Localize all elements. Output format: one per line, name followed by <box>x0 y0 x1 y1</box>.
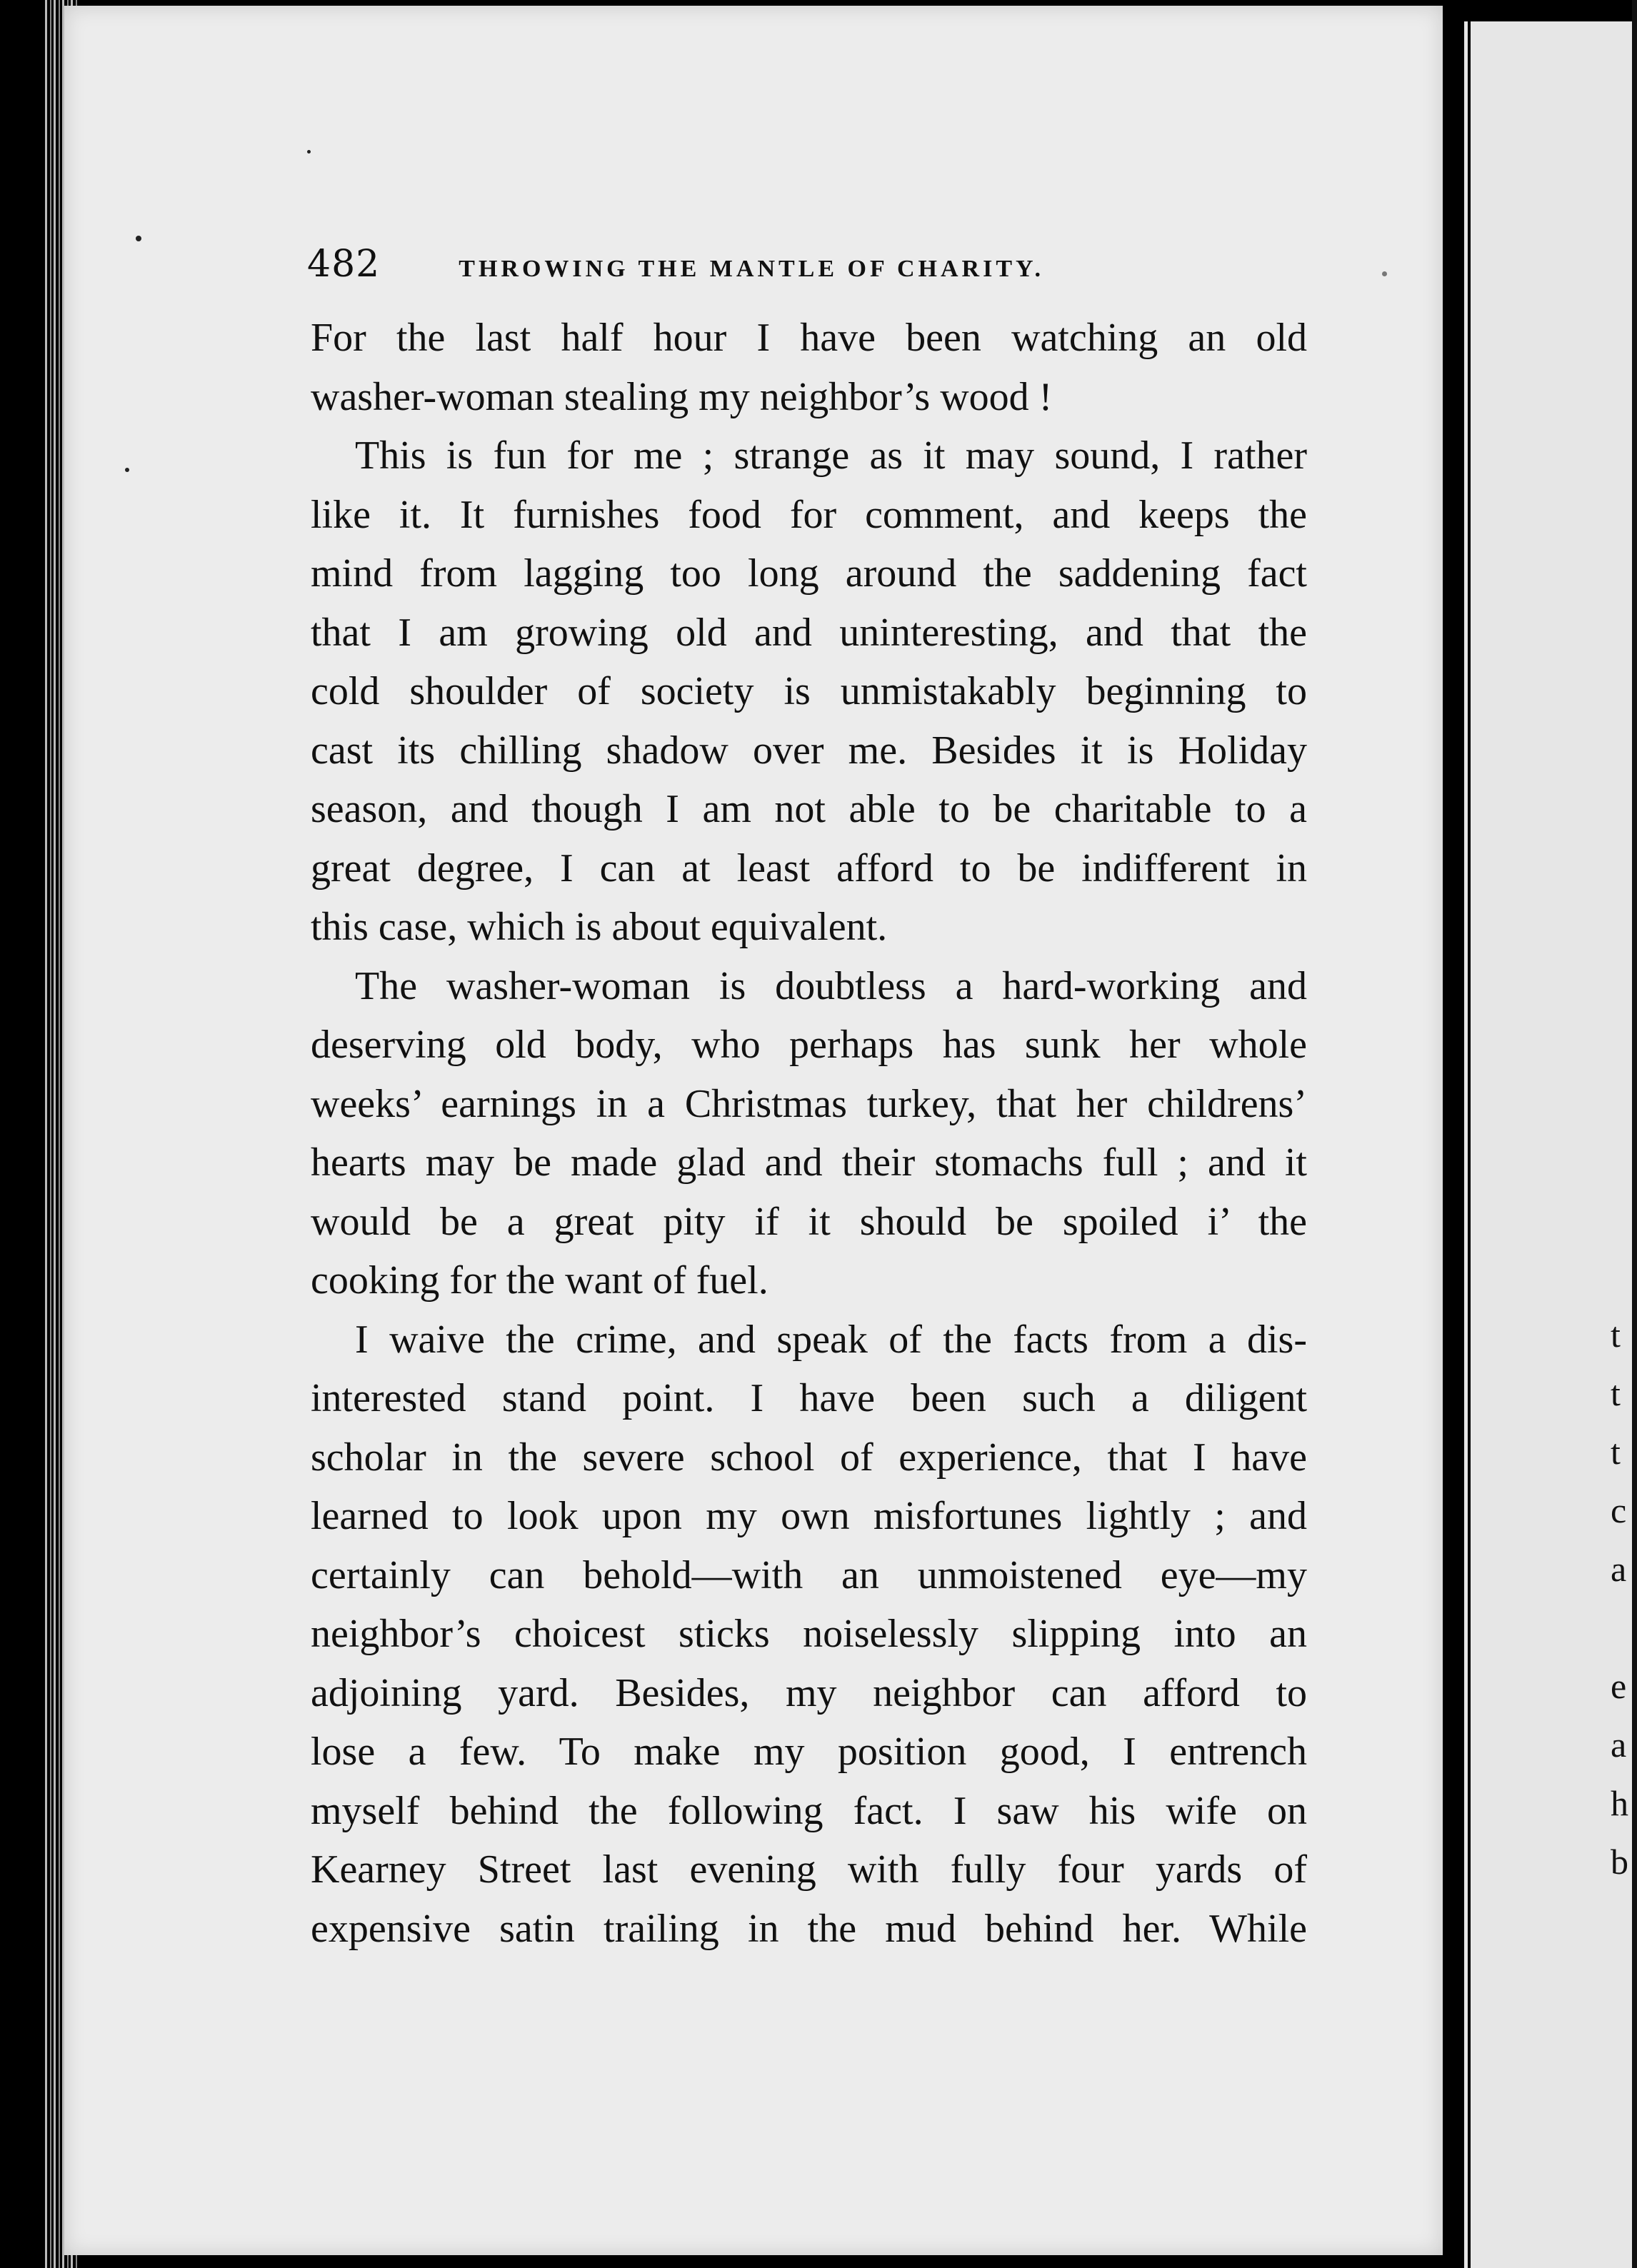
text-line: cast its chilling shadow over me. Besides it is Holiday <box>311 728 1307 773</box>
text-line: great degree, I can at least afford to be indifferent in <box>311 846 1307 890</box>
text-line: learned to look upon my own misfortunes lightly ; and <box>311 1494 1307 1538</box>
text-line: interested stand point. I have been such a diligent <box>311 1376 1307 1420</box>
text-line: expensive satin trailing in the mud behind her. While <box>311 1906 1307 1951</box>
book-gutter <box>1443 0 1464 2268</box>
right-scan-border <box>1632 0 1637 2268</box>
text-line: weeks’ earnings in a Christmas turkey, that her childrens’ <box>311 1081 1307 1126</box>
text-line: neighbor’s choicest sticks noiselessly slipping into an <box>311 1612 1307 1656</box>
right-page-letter: h <box>1611 1783 1628 1823</box>
right-page-letter: t <box>1611 1315 1621 1355</box>
right-page-letter: a <box>1611 1549 1627 1589</box>
text-line: that I am growing old and uninteresting, and that the <box>311 610 1307 655</box>
text-line: cooking for the want of fuel. <box>311 1258 769 1303</box>
text-line: would be a great pity if it should be spoiled i’ the <box>311 1199 1307 1244</box>
text-line: washer-woman stealing my neighbor’s wood ! <box>311 374 1053 419</box>
running-title: THROWING THE MANTLE OF CHARITY. <box>459 256 1044 282</box>
scan-speck <box>125 468 129 472</box>
text-line: certainly can behold—with an unmoistened eye—my <box>311 1552 1307 1597</box>
text-line: For the last half hour I have been watching an old <box>311 316 1307 360</box>
text-line: Kearney Street last evening with fully four yards of <box>311 1847 1307 1892</box>
right-page <box>1464 21 1637 2268</box>
paragraph <box>311 1310 1307 1959</box>
scan-speck <box>307 150 311 154</box>
running-header <box>307 243 1321 293</box>
paragraph <box>311 308 1307 426</box>
scan-speck <box>1382 271 1387 276</box>
text-line: like it. It furnishes food for comment, and keeps the <box>311 492 1307 537</box>
paragraph <box>311 957 1307 1310</box>
text-line: The washer-woman is doubtless a hard-working and <box>355 963 1307 1008</box>
text-line: season, and though I am not able to be charitable to a <box>311 787 1307 831</box>
right-page-letter: b <box>1611 1842 1628 1882</box>
text-line: adjoining yard. Besides, my neighbor can afford to <box>311 1670 1307 1715</box>
scan-speck <box>136 236 141 241</box>
right-page-letter: e <box>1611 1666 1627 1706</box>
right-page-letter: t <box>1611 1432 1621 1472</box>
right-page-letter: a <box>1611 1725 1627 1765</box>
right-page-letter: t <box>1611 1373 1621 1413</box>
text-line: This is fun for me ; strange as it may sound, I rather <box>355 433 1307 478</box>
text-line: cold shoulder of society is unmistakably beginning to <box>311 669 1307 713</box>
text-line: scholar in the severe school of experience, that I have <box>311 1435 1307 1480</box>
text-line: I waive the crime, and speak of the facts from a dis- <box>355 1317 1307 1362</box>
text-line: mind from lagging too long around the saddening fact <box>311 551 1307 596</box>
body-text <box>311 308 1307 1958</box>
text-line: myself behind the following fact. I saw his wife on <box>311 1788 1307 1833</box>
right-page-letter: c <box>1611 1490 1627 1530</box>
text-line: deserving old body, who perhaps has sunk her whole <box>311 1023 1307 1067</box>
right-page-edge-line <box>1468 0 1471 2268</box>
text-line: hearts may be made glad and their stomachs full ; and it <box>311 1140 1307 1185</box>
text-line: lose a few. To make my position good, I entrench <box>311 1730 1307 1774</box>
text-line: this case, which is about equivalent. <box>311 905 888 949</box>
paragraph <box>311 426 1307 957</box>
page-number: 482 <box>307 243 381 286</box>
